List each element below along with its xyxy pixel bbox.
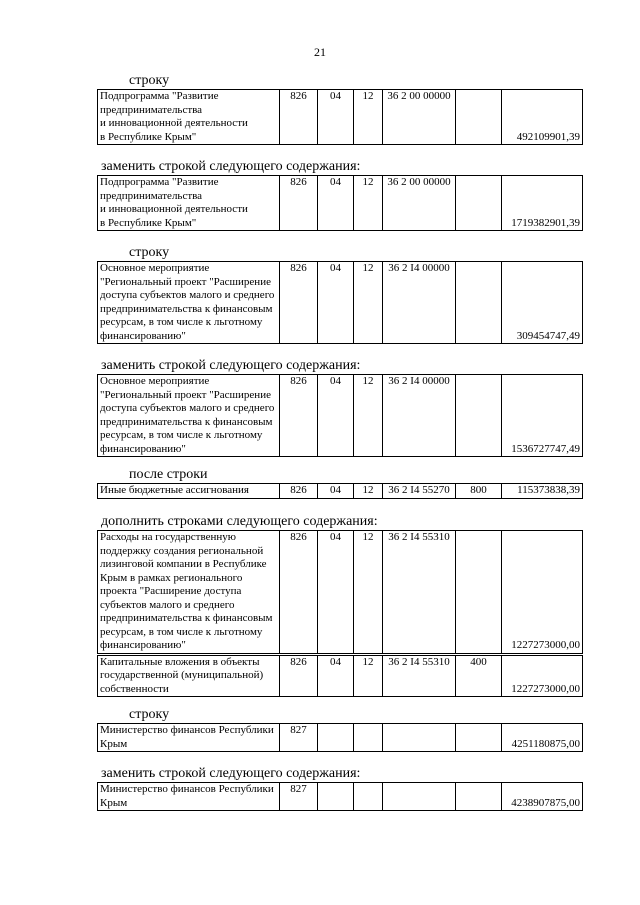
block-caption: строку [129, 73, 170, 88]
budget-table [97, 782, 583, 811]
row-vr [456, 724, 502, 752]
row-rz: 04 [318, 484, 354, 499]
row-rz: 04 [318, 531, 354, 655]
row-gr: 826 [280, 90, 318, 145]
block-caption: заменить строкой следующего содержания: [101, 358, 361, 373]
table-row [98, 724, 583, 752]
row-vr [456, 783, 502, 811]
row-name: Министерство финансов Республики Крым [98, 783, 280, 811]
row-rz: 04 [318, 90, 354, 145]
row-pr: 12 [354, 262, 383, 344]
row-pr: 12 [354, 654, 383, 697]
row-rz [318, 783, 354, 811]
row-gr: 826 [280, 654, 318, 697]
row-csr [383, 783, 456, 811]
row-rz [318, 724, 354, 752]
row-gr: 826 [280, 531, 318, 655]
table-row [98, 176, 583, 231]
row-pr: 12 [354, 176, 383, 231]
row-amount: 115373838,39 [502, 484, 583, 499]
budget-table [97, 374, 583, 457]
row-pr: 12 [354, 484, 383, 499]
table-row [98, 484, 583, 499]
row-vr [456, 90, 502, 145]
row-pr: 12 [354, 90, 383, 145]
row-vr [456, 262, 502, 344]
row-csr: 36 2 00 00000 [383, 90, 456, 145]
row-csr: 36 2 I4 00000 [383, 375, 456, 457]
row-pr [354, 724, 383, 752]
row-name: Иные бюджетные ассигнования [98, 484, 280, 499]
table-row [98, 375, 583, 457]
row-rz: 04 [318, 375, 354, 457]
row-pr [354, 783, 383, 811]
row-name: Основное мероприятие "Региональный проект "Расширение доступа субъектов малого и среднего предпринимательства к финансовым ресурсам, в том числе к льготному финансированию" [98, 262, 280, 344]
row-gr: 826 [280, 262, 318, 344]
table-row [98, 262, 583, 344]
page-number: 21 [314, 45, 326, 59]
budget-table [97, 530, 583, 697]
row-pr: 12 [354, 375, 383, 457]
row-csr: 36 2 I4 55310 [383, 531, 456, 655]
budget-table [97, 723, 583, 752]
row-csr: 36 2 00 00000 [383, 176, 456, 231]
row-amount: 4251180875,00 [502, 724, 583, 752]
row-gr: 827 [280, 783, 318, 811]
row-name: Министерство финансов Республики Крым [98, 724, 280, 752]
block-caption: строку [129, 707, 170, 722]
row-csr [383, 724, 456, 752]
row-gr: 826 [280, 484, 318, 499]
block-caption: после строки [129, 467, 208, 482]
row-csr: 36 2 I4 55270 [383, 484, 456, 499]
row-amount: 1227273000,00 [502, 654, 583, 697]
row-amount: 492109901,39 [502, 90, 583, 145]
budget-table [97, 261, 583, 344]
row-amount: 1719382901,39 [502, 176, 583, 231]
table-row [98, 531, 583, 655]
row-name: Капитальные вложения в объекты государственной (муниципальной) собственности [98, 654, 280, 697]
budget-table [97, 89, 583, 145]
row-rz: 04 [318, 654, 354, 697]
row-vr [456, 531, 502, 655]
block-caption: заменить строкой следующего содержания: [101, 766, 361, 781]
block-caption: заменить строкой следующего содержания: [101, 159, 361, 174]
row-name: Расходы на государственную поддержку создания региональной лизинговой компании в Республике Крым в рамках регионального проекта "Расширение доступа субъектов малого и среднего предпринимательства к финансовым ресурсам, в том числе к льготному финансированию" [98, 531, 280, 655]
row-csr: 36 2 I4 00000 [383, 262, 456, 344]
row-amount: 1536727747,49 [502, 375, 583, 457]
row-amount: 1227273000,00 [502, 531, 583, 655]
row-amount: 4238907875,00 [502, 783, 583, 811]
budget-table [97, 483, 583, 499]
row-pr: 12 [354, 531, 383, 655]
budget-table [97, 175, 583, 231]
row-name: Подпрограмма "Развитие предпринимательства и инновационной деятельности в Республике Крым" [98, 90, 280, 145]
row-vr [456, 176, 502, 231]
row-gr: 827 [280, 724, 318, 752]
row-csr: 36 2 I4 55310 [383, 654, 456, 697]
row-vr [456, 375, 502, 457]
table-row [98, 90, 583, 145]
row-rz: 04 [318, 262, 354, 344]
row-vr: 400 [456, 654, 502, 697]
row-vr: 800 [456, 484, 502, 499]
row-gr: 826 [280, 375, 318, 457]
row-amount: 309454747,49 [502, 262, 583, 344]
table-row [98, 654, 583, 697]
block-caption: строку [129, 245, 170, 260]
row-rz: 04 [318, 176, 354, 231]
row-name: Подпрограмма "Развитие предпринимательства и инновационной деятельности в Республике Крым" [98, 176, 280, 231]
block-caption: дополнить строками следующего содержания: [101, 514, 378, 529]
row-gr: 826 [280, 176, 318, 231]
row-name: Основное мероприятие "Региональный проект "Расширение доступа субъектов малого и среднего предпринимательства к финансовым ресурсам, в том числе к льготному финансированию" [98, 375, 280, 457]
table-row [98, 783, 583, 811]
